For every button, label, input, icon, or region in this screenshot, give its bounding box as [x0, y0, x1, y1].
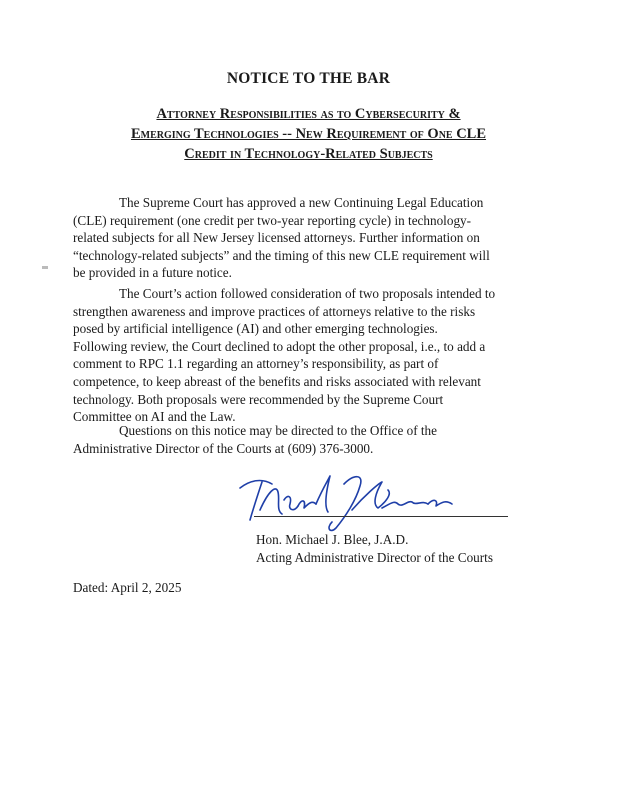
- paragraph-line: posed by artificial intelligence (AI) and other emerging technologies.: [73, 321, 438, 337]
- notice-subtitle: [60, 104, 557, 164]
- paragraph-line: The Court’s action followed consideration of two proposals intended to: [119, 286, 496, 301]
- paragraph-line: Following review, the Court declined to adopt the other proposal, i.e., to add a: [73, 338, 486, 354]
- paragraph-line: related subjects for all New Jersey licensed attorneys. Further information on: [73, 230, 480, 246]
- paragraph-questions: [73, 422, 551, 457]
- paragraph-line: technology. Both proposals were recommended by the Supreme Court: [73, 391, 444, 407]
- notice-title: NOTICE TO THE BAR: [226, 70, 391, 87]
- signer-title: Acting Administrative Director of the Courts: [256, 549, 493, 565]
- paragraph-line: comment to RPC 1.1 regarding an attorney’s responsibility, as part of: [73, 356, 439, 372]
- paragraph-line: Administrative Director of the Courts at (609) 376-3000.: [73, 440, 374, 456]
- scan-mark: [42, 266, 48, 269]
- signer-name: Hon. Michael J. Blee, J.A.D.: [256, 532, 409, 547]
- paragraph-line: Questions on this notice may be directed to the Office of the: [119, 423, 438, 438]
- subtitle-line: Credit in Technology-Related Subjects: [184, 146, 433, 162]
- paragraph-line: (CLE) requirement (one credit per two-year reporting cycle) in technology-: [73, 212, 472, 228]
- subtitle-line: Attorney Responsibilities as to Cybersecurity &: [156, 106, 461, 122]
- signer-block: [256, 531, 493, 566]
- paragraph-line: The Supreme Court has approved a new Continuing Legal Education: [119, 195, 484, 210]
- paragraph-line: “technology-related subjects” and the timing of this new CLE requirement will: [73, 247, 490, 263]
- dated-line: Dated: April 2, 2025: [73, 580, 182, 595]
- paragraph-line: strengthen awareness and improve practices of attorneys relative to the risks: [73, 303, 476, 319]
- subtitle-line: Emerging Technologies -- New Requirement of One CLE: [130, 126, 487, 142]
- signature-line: [254, 516, 508, 517]
- signature-strokes: [240, 476, 452, 530]
- paragraph-cle-requirement: [73, 194, 551, 282]
- handwritten-signature: [232, 470, 512, 534]
- paragraph-court-action: [73, 285, 551, 426]
- paragraph-line: be provided in a future notice.: [73, 265, 232, 281]
- paragraph-line: Committee on AI and the Law.: [73, 409, 236, 425]
- paragraph-line: competence, to keep abreast of the benefits and risks associated with relevant: [73, 373, 481, 389]
